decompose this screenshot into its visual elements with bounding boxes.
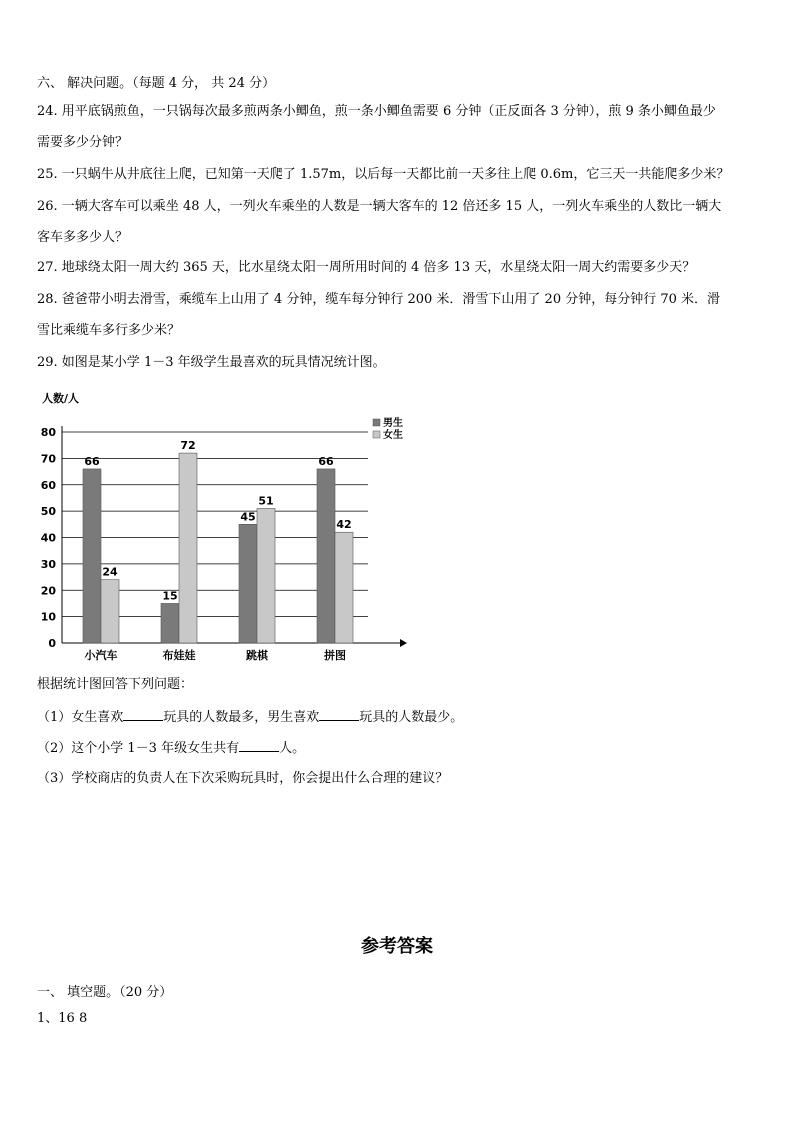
bar-女生-小汽车	[101, 580, 119, 643]
y-tick-label-0: 0	[48, 637, 56, 650]
x-tick-label-跳棋: 跳棋	[246, 649, 268, 662]
answer-blank-2[interactable]	[319, 708, 359, 721]
bar-女生-布娃娃	[179, 453, 197, 643]
question-24-line1: 24. 用平底锅煎鱼，一只锅每次最多煎两条小鲫鱼，煎一条小鲫鱼需要 6 分钟（正反面各 3 分钟），煎 9 条小鲫鱼最少	[37, 104, 716, 119]
x-tick-label-布娃娃: 布娃娃	[162, 649, 196, 662]
chart-questions-intro: 根据统计图回答下列问题：	[37, 677, 194, 692]
y-tick-label-10: 10	[40, 610, 56, 624]
question-25: 25. 一只蜗牛从井底往上爬，已知第一天爬了 1.57m，以后每一天都比前一天多往上爬 0.6m，它三天一共能爬多少米？	[37, 167, 730, 182]
question-1-part-b: 玩具的人数最多，男生喜欢	[163, 710, 320, 725]
data-label-男生-拼图: 66	[318, 454, 334, 468]
answer-1: 1、16 8	[37, 1011, 88, 1026]
legend-swatch-女生	[373, 431, 380, 438]
y-tick-label-60: 60	[40, 478, 56, 492]
x-tick-label-小汽车: 小汽车	[84, 649, 118, 662]
data-label-女生-拼图: 42	[336, 518, 352, 532]
y-tick-label-20: 20	[40, 584, 56, 598]
legend-label-男生: 男生	[383, 418, 403, 429]
bar-男生-布娃娃	[161, 603, 179, 643]
question-28-line2: 雪比乘缆车多行多少米？	[37, 323, 181, 338]
answers-section-1: 一、 填空题。（20 分）	[37, 985, 173, 1000]
legend-swatch-男生	[373, 419, 380, 426]
y-tick-label-40: 40	[40, 531, 56, 545]
question-1-part-c: 玩具的人数最少。	[359, 710, 464, 725]
answer-blank-3[interactable]	[239, 739, 279, 752]
question-29: 29. 如图是某小学 1－3 年级学生最喜欢的玩具情况统计图。	[37, 355, 386, 370]
question-27: 27. 地球绕太阳一周大约 365 天，比水星绕太阳一周所用时间的 4 倍多 13 天，水星绕太阳一周大约需要多少天？	[37, 260, 696, 275]
y-tick-label-80: 80	[40, 426, 56, 439]
data-label-女生-跳棋: 51	[258, 494, 274, 508]
x-tick-label-拼图: 拼图	[324, 649, 346, 662]
answer-blank-1[interactable]	[123, 708, 163, 721]
y-axis-label: 人数/人	[42, 392, 80, 405]
chart-question-2	[37, 739, 305, 757]
question-2-part-a: （2）这个小学 1－3 年级女生共有	[37, 741, 240, 756]
x-axis-arrow	[400, 639, 407, 647]
legend-label-女生: 女生	[383, 430, 403, 441]
bar-男生-跳棋	[239, 524, 257, 643]
question-26-line2: 客车多多少人？	[37, 230, 129, 245]
answers-title: 参考答案	[361, 936, 433, 957]
data-label-女生-小汽车: 24	[102, 565, 118, 579]
bar-男生-小汽车	[83, 469, 101, 643]
data-label-男生-布娃娃: 15	[162, 589, 178, 603]
data-label-女生-布娃娃: 72	[180, 439, 196, 453]
bar-男生-拼图	[317, 469, 335, 643]
question-1-part-a: （1）女生喜欢	[37, 710, 124, 725]
y-tick-label-30: 30	[40, 557, 56, 571]
y-tick-label-50: 50	[40, 505, 56, 519]
bar-女生-跳棋	[257, 508, 275, 643]
data-label-男生-跳棋: 45	[240, 510, 256, 524]
section-heading: 六、 解决问题。（每题 4 分， 共 24 分）	[37, 76, 276, 91]
chart-question-1	[37, 708, 463, 726]
bar-chart	[30, 386, 430, 666]
question-2-part-b: 人。	[279, 741, 306, 756]
bar-女生-拼图	[335, 532, 353, 643]
y-tick-label-70: 70	[40, 452, 56, 466]
question-28-line1: 28. 爸爸带小明去滑雪，乘缆车上山用了 4 分钟，缆车每分钟行 200 米．滑雪下山用了 20 分钟，每分钟行 70 米．滑	[37, 292, 721, 307]
question-26-line1: 26. 一辆大客车可以乘坐 48 人，一列火车乘坐的人数是一辆大客车的 12 倍还多 15 人，一列火车乘坐的人数比一辆大	[37, 199, 722, 214]
question-24-line2: 需要多少分钟？	[37, 135, 129, 150]
chart-question-3: （3）学校商店的负责人在下次采购玩具时，你会提出什么合理的建议？	[37, 771, 449, 786]
data-label-男生-小汽车: 66	[84, 454, 100, 468]
